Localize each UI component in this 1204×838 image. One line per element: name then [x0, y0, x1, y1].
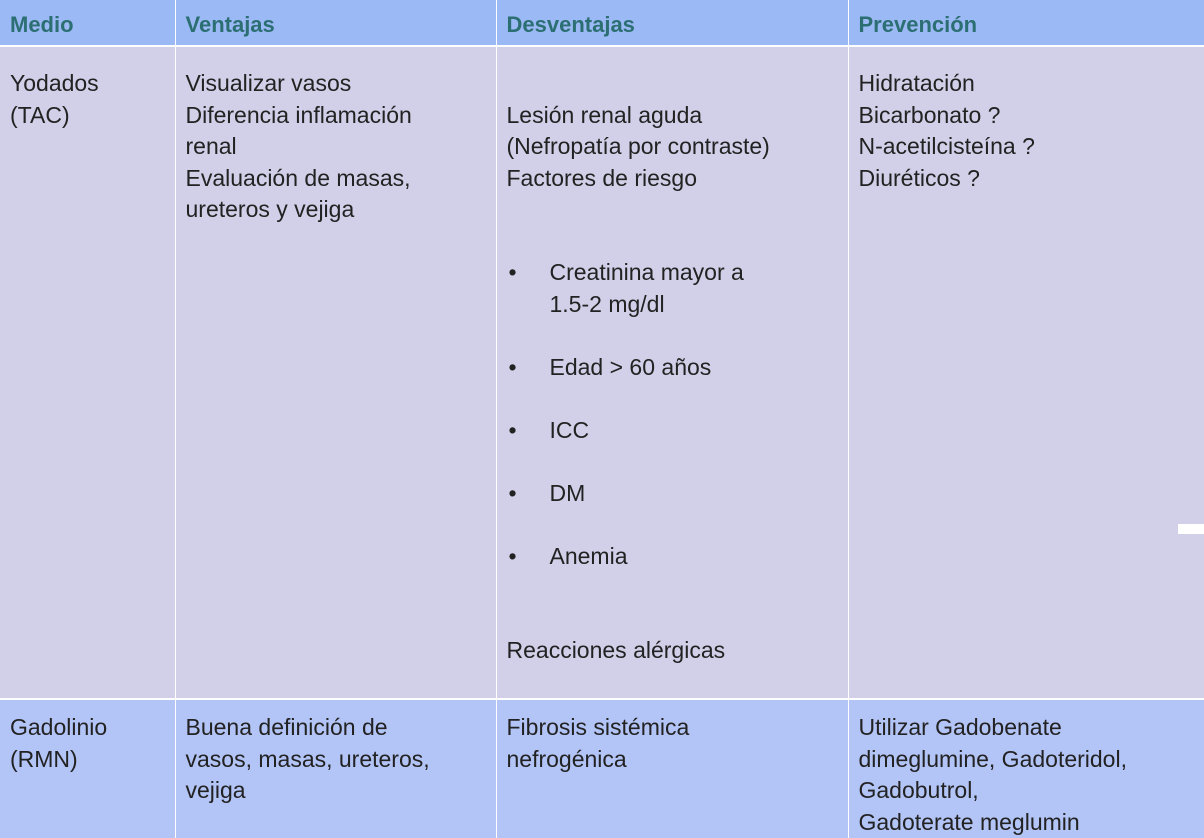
list-item: [507, 415, 838, 447]
desventajas-intro: Lesión renal aguda (Nefropatía por contraste) Factores de riesgo: [507, 100, 838, 195]
cell-prevencion: [848, 46, 1204, 699]
medio-text: Gadolinio (RMN): [0, 700, 175, 775]
risk-factor-text: Creatinina mayor a 1.5-2 mg/dl: [550, 259, 744, 317]
header-medio: Medio: [0, 0, 175, 46]
corner-patch: [1178, 524, 1204, 534]
ventajas-text: Buena definición de vasos, masas, ureteros, vejiga: [176, 700, 496, 807]
cell-prevencion: [848, 699, 1204, 838]
bullet-icon: •: [509, 257, 517, 289]
desventajas-content: [497, 47, 848, 698]
bullet-icon: •: [509, 541, 517, 573]
table-row: [0, 699, 1204, 838]
cell-medio: [0, 699, 175, 838]
risk-factor-text: DM: [550, 480, 586, 506]
risk-factor-text: ICC: [550, 417, 590, 443]
bullet-icon: •: [509, 415, 517, 447]
list-item: [507, 541, 838, 573]
cell-ventajas: [175, 46, 496, 699]
list-item: [507, 257, 838, 320]
prevencion-text: Hidratación Bicarbonato ? N-acetilcisteína ? Diuréticos ?: [849, 47, 1204, 194]
header-ventajas: Ventajas: [175, 0, 496, 46]
cell-ventajas: [175, 699, 496, 838]
bullet-icon: •: [509, 352, 517, 384]
cell-desventajas: [496, 699, 848, 838]
ventajas-text: Visualizar vasos Diferencia inflamación renal Evaluación de masas, ureteros y vejiga: [176, 47, 496, 226]
risk-factor-text: Edad > 60 años: [550, 354, 712, 380]
cell-medio: [0, 46, 175, 699]
table-row: [0, 46, 1204, 699]
desventajas-outro: Reacciones alérgicas: [507, 635, 838, 667]
header-prevencion: Prevención: [848, 0, 1204, 46]
cell-desventajas: [496, 46, 848, 699]
bullet-icon: •: [509, 478, 517, 510]
risk-factor-text: Anemia: [550, 543, 628, 569]
header-row: [0, 0, 1204, 46]
list-item: [507, 478, 838, 510]
desventajas-text: Fibrosis sistémica nefrogénica: [497, 700, 848, 775]
medio-text: Yodados (TAC): [0, 47, 175, 131]
prevencion-text: Utilizar Gadobenate dimeglumine, Gadoteridol, Gadobutrol, Gadoterate meglumin: [849, 700, 1204, 838]
risk-factor-list: [507, 226, 838, 604]
header-desventajas: Desventajas: [496, 0, 848, 46]
list-item: [507, 352, 838, 384]
